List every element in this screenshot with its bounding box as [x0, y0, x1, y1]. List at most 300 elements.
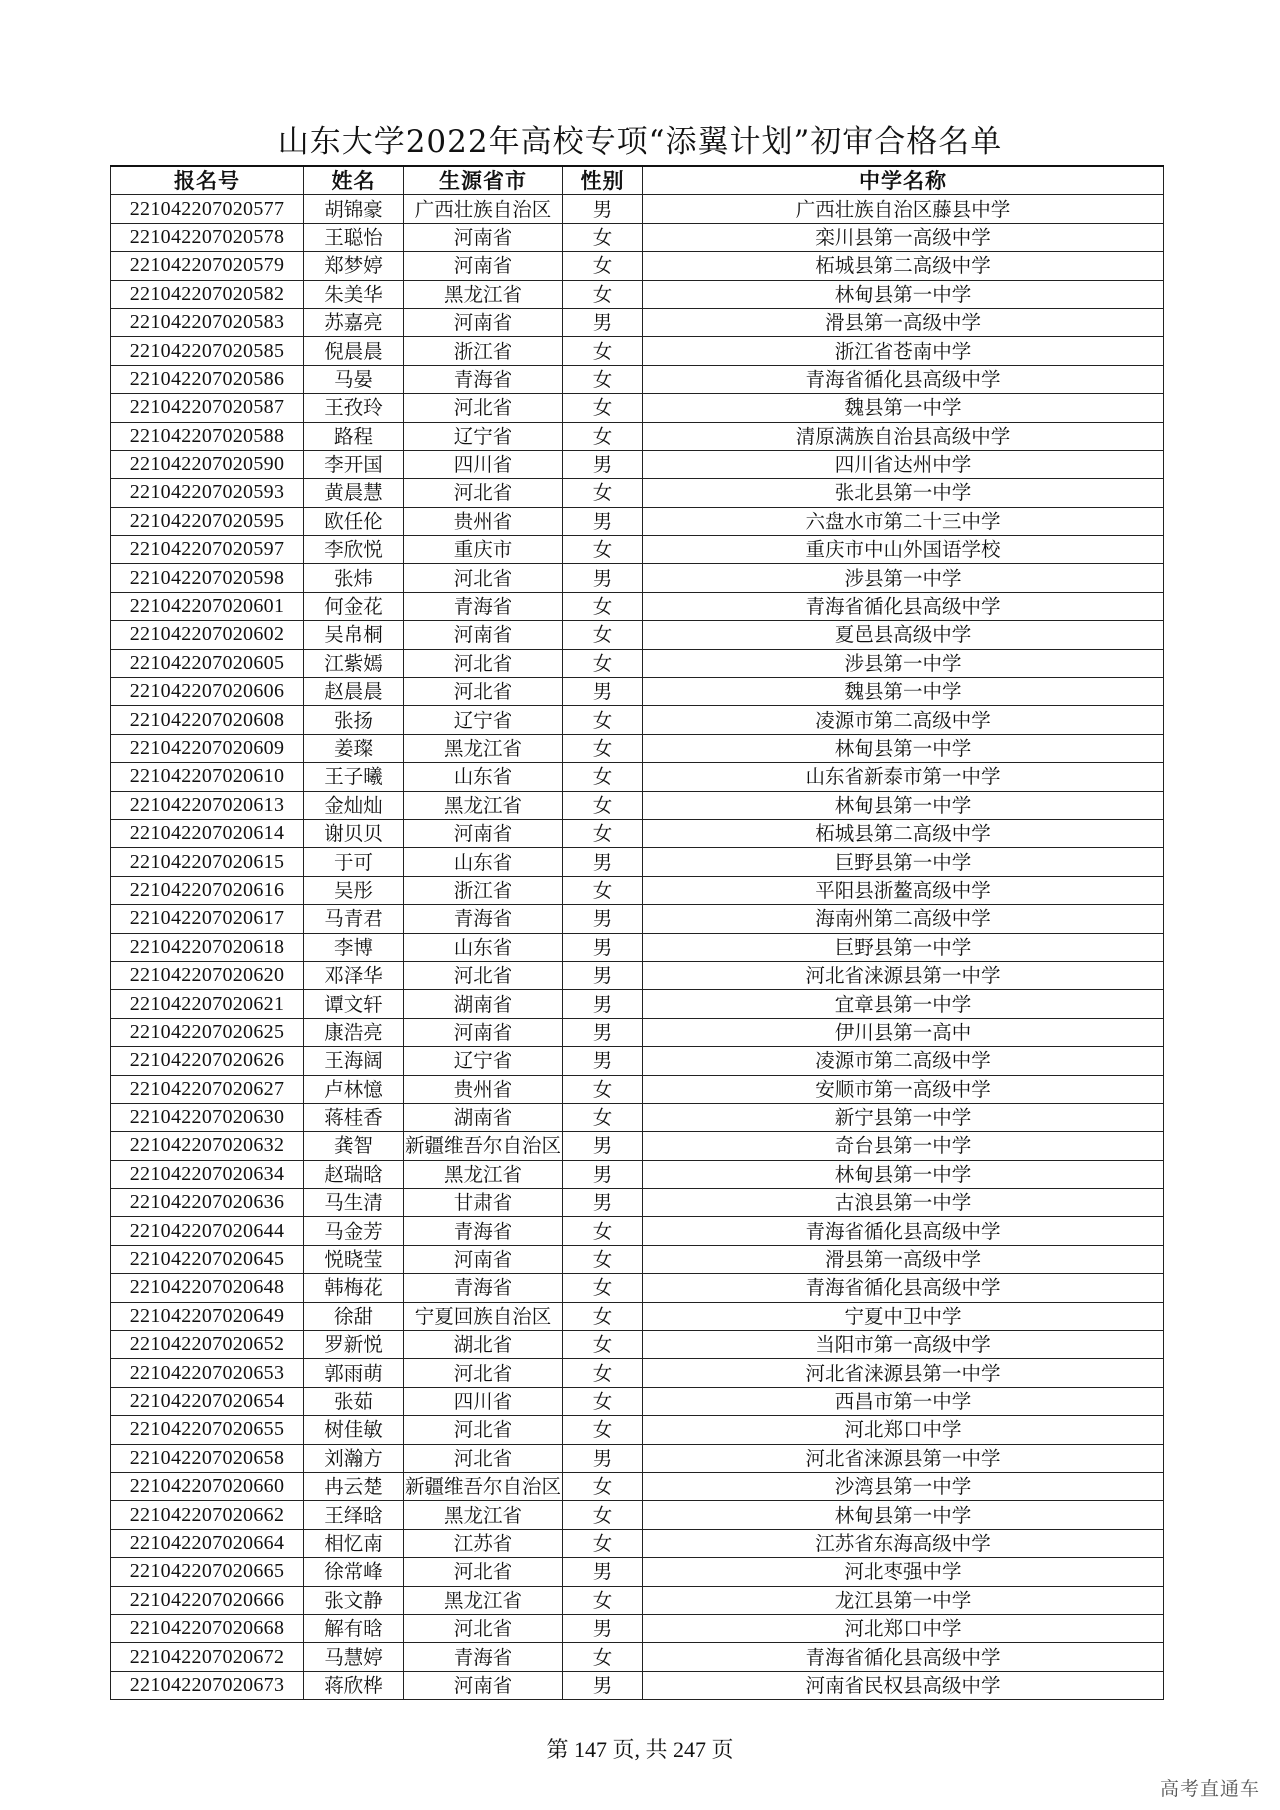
- cell-name: 马生清: [304, 1189, 404, 1217]
- cell-name: 郭雨萌: [304, 1359, 404, 1387]
- cell-gender: 女: [563, 479, 643, 507]
- cell-registration-number: 221042207020597: [111, 536, 304, 564]
- cell-name: 苏嘉亮: [304, 308, 404, 336]
- cell-province: 甘肃省: [404, 1189, 563, 1217]
- cell-high-school: 河南省民权县高级中学: [643, 1671, 1164, 1699]
- cell-registration-number: 221042207020664: [111, 1529, 304, 1557]
- cell-high-school: 涉县第一中学: [643, 649, 1164, 677]
- table-row: [111, 223, 1164, 251]
- cell-registration-number: 221042207020654: [111, 1387, 304, 1415]
- cell-name: 罗新悦: [304, 1331, 404, 1359]
- cell-registration-number: 221042207020579: [111, 252, 304, 280]
- cell-province: 湖北省: [404, 1331, 563, 1359]
- cell-province: 河北省: [404, 1416, 563, 1444]
- table-header-row: [111, 166, 1164, 195]
- cell-name: 欧任伦: [304, 507, 404, 535]
- cell-province: 河北省: [404, 479, 563, 507]
- cell-name: 朱美华: [304, 280, 404, 308]
- table-row: [111, 507, 1164, 535]
- cell-high-school: 涉县第一中学: [643, 564, 1164, 592]
- cell-high-school: 宁夏中卫中学: [643, 1302, 1164, 1330]
- cell-name: 路程: [304, 422, 404, 450]
- header-name: 姓名: [304, 166, 404, 195]
- cell-gender: 男: [563, 1189, 643, 1217]
- header-registration-number: 报名号: [111, 166, 304, 195]
- cell-registration-number: 221042207020577: [111, 195, 304, 223]
- cell-registration-number: 221042207020578: [111, 223, 304, 251]
- cell-gender: 女: [563, 280, 643, 308]
- cell-registration-number: 221042207020605: [111, 649, 304, 677]
- table-row: [111, 876, 1164, 904]
- cell-high-school: 平阳县浙鳌高级中学: [643, 876, 1164, 904]
- table-row: [111, 1103, 1164, 1131]
- table-row: [111, 905, 1164, 933]
- cell-registration-number: 221042207020590: [111, 450, 304, 478]
- cell-province: 贵州省: [404, 1075, 563, 1103]
- cell-high-school: 浙江省苍南中学: [643, 337, 1164, 365]
- cell-name: 李开国: [304, 450, 404, 478]
- cell-high-school: 海南州第二高级中学: [643, 905, 1164, 933]
- cell-high-school: 夏邑县高级中学: [643, 621, 1164, 649]
- cell-name: 王海阔: [304, 1047, 404, 1075]
- cell-name: 马慧婷: [304, 1643, 404, 1671]
- cell-high-school: 魏县第一中学: [643, 678, 1164, 706]
- table-row: [111, 1302, 1164, 1330]
- cell-registration-number: 221042207020602: [111, 621, 304, 649]
- cell-registration-number: 221042207020595: [111, 507, 304, 535]
- cell-province: 辽宁省: [404, 422, 563, 450]
- table-row: [111, 1671, 1164, 1699]
- cell-high-school: 滑县第一高级中学: [643, 308, 1164, 336]
- cell-gender: 男: [563, 507, 643, 535]
- cell-high-school: 河北枣强中学: [643, 1558, 1164, 1586]
- cell-name: 江紫嫣: [304, 649, 404, 677]
- table-row: [111, 819, 1164, 847]
- cell-registration-number: 221042207020608: [111, 706, 304, 734]
- cell-name: 倪晨晨: [304, 337, 404, 365]
- cell-name: 蒋桂香: [304, 1103, 404, 1131]
- table-row: [111, 564, 1164, 592]
- cell-high-school: 林甸县第一中学: [643, 1501, 1164, 1529]
- cell-province: 山东省: [404, 848, 563, 876]
- cell-province: 青海省: [404, 592, 563, 620]
- cell-high-school: 青海省循化县高级中学: [643, 365, 1164, 393]
- cell-gender: 女: [563, 819, 643, 847]
- cell-province: 四川省: [404, 450, 563, 478]
- cell-registration-number: 221042207020588: [111, 422, 304, 450]
- cell-name: 吴彤: [304, 876, 404, 904]
- table-row: [111, 1416, 1164, 1444]
- cell-name: 邓泽华: [304, 961, 404, 989]
- cell-gender: 女: [563, 337, 643, 365]
- cell-name: 郑梦婷: [304, 252, 404, 280]
- cell-registration-number: 221042207020606: [111, 678, 304, 706]
- cell-province: 江苏省: [404, 1529, 563, 1557]
- table-row: [111, 422, 1164, 450]
- cell-province: 黑龙江省: [404, 1586, 563, 1614]
- cell-high-school: 古浪县第一中学: [643, 1189, 1164, 1217]
- cell-registration-number: 221042207020614: [111, 819, 304, 847]
- cell-gender: 女: [563, 1586, 643, 1614]
- cell-name: 马青君: [304, 905, 404, 933]
- cell-high-school: 魏县第一中学: [643, 394, 1164, 422]
- header-high-school: 中学名称: [643, 166, 1164, 195]
- cell-gender: 男: [563, 1018, 643, 1046]
- table-row: [111, 280, 1164, 308]
- cell-high-school: 柘城县第二高级中学: [643, 819, 1164, 847]
- cell-province: 新疆维吾尔自治区: [404, 1472, 563, 1500]
- table-row: [111, 1132, 1164, 1160]
- cell-high-school: 宜章县第一中学: [643, 990, 1164, 1018]
- cell-high-school: 四川省达州中学: [643, 450, 1164, 478]
- cell-gender: 男: [563, 1671, 643, 1699]
- cell-registration-number: 221042207020609: [111, 734, 304, 762]
- table-row: [111, 961, 1164, 989]
- cell-gender: 女: [563, 876, 643, 904]
- cell-high-school: 巨野县第一中学: [643, 933, 1164, 961]
- cell-gender: 女: [563, 1331, 643, 1359]
- cell-province: 河南省: [404, 1245, 563, 1273]
- cell-gender: 女: [563, 791, 643, 819]
- cell-registration-number: 221042207020618: [111, 933, 304, 961]
- table-row: [111, 1586, 1164, 1614]
- cell-name: 姜璨: [304, 734, 404, 762]
- cell-province: 黑龙江省: [404, 280, 563, 308]
- cell-high-school: 青海省循化县高级中学: [643, 1274, 1164, 1302]
- table-row: [111, 1075, 1164, 1103]
- table-row: [111, 791, 1164, 819]
- cell-registration-number: 221042207020610: [111, 763, 304, 791]
- cell-gender: 男: [563, 933, 643, 961]
- cell-province: 河北省: [404, 394, 563, 422]
- cell-registration-number: 221042207020630: [111, 1103, 304, 1131]
- cell-gender: 女: [563, 1075, 643, 1103]
- cell-province: 河南省: [404, 223, 563, 251]
- cell-high-school: 沙湾县第一中学: [643, 1472, 1164, 1500]
- cell-name: 相忆南: [304, 1529, 404, 1557]
- cell-gender: 男: [563, 450, 643, 478]
- cell-province: 山东省: [404, 763, 563, 791]
- table-row: [111, 536, 1164, 564]
- cell-name: 王聪怡: [304, 223, 404, 251]
- cell-province: 青海省: [404, 1217, 563, 1245]
- cell-registration-number: 221042207020601: [111, 592, 304, 620]
- cell-high-school: 广西壮族自治区藤县中学: [643, 195, 1164, 223]
- cell-high-school: 当阳市第一高级中学: [643, 1331, 1164, 1359]
- cell-registration-number: 221042207020668: [111, 1614, 304, 1642]
- cell-registration-number: 221042207020658: [111, 1444, 304, 1472]
- cell-name: 徐常峰: [304, 1558, 404, 1586]
- cell-high-school: 伊川县第一高中: [643, 1018, 1164, 1046]
- table-row: [111, 649, 1164, 677]
- cell-high-school: 奇台县第一中学: [643, 1132, 1164, 1160]
- cell-province: 青海省: [404, 1274, 563, 1302]
- cell-registration-number: 221042207020634: [111, 1160, 304, 1188]
- cell-registration-number: 221042207020621: [111, 990, 304, 1018]
- table-row: [111, 1331, 1164, 1359]
- cell-high-school: 龙江县第一中学: [643, 1586, 1164, 1614]
- cell-gender: 女: [563, 365, 643, 393]
- cell-gender: 女: [563, 536, 643, 564]
- cell-name: 龚智: [304, 1132, 404, 1160]
- cell-registration-number: 221042207020673: [111, 1671, 304, 1699]
- cell-gender: 女: [563, 592, 643, 620]
- cell-gender: 女: [563, 223, 643, 251]
- cell-province: 河南省: [404, 621, 563, 649]
- cell-province: 河南省: [404, 1671, 563, 1699]
- cell-name: 蒋欣桦: [304, 1671, 404, 1699]
- cell-province: 河北省: [404, 1614, 563, 1642]
- cell-gender: 女: [563, 422, 643, 450]
- cell-registration-number: 221042207020617: [111, 905, 304, 933]
- cell-registration-number: 221042207020627: [111, 1075, 304, 1103]
- cell-name: 谭文轩: [304, 990, 404, 1018]
- cell-province: 青海省: [404, 365, 563, 393]
- cell-province: 河北省: [404, 1558, 563, 1586]
- cell-registration-number: 221042207020586: [111, 365, 304, 393]
- table-row: [111, 308, 1164, 336]
- table-row: [111, 195, 1164, 223]
- cell-registration-number: 221042207020652: [111, 1331, 304, 1359]
- cell-high-school: 张北县第一中学: [643, 479, 1164, 507]
- cell-name: 谢贝贝: [304, 819, 404, 847]
- table-row: [111, 1274, 1164, 1302]
- cell-registration-number: 221042207020666: [111, 1586, 304, 1614]
- cell-province: 黑龙江省: [404, 1160, 563, 1188]
- cell-province: 广西壮族自治区: [404, 195, 563, 223]
- cell-high-school: 江苏省东海高级中学: [643, 1529, 1164, 1557]
- cell-province: 重庆市: [404, 536, 563, 564]
- cell-registration-number: 221042207020620: [111, 961, 304, 989]
- cell-registration-number: 221042207020636: [111, 1189, 304, 1217]
- cell-name: 康浩亮: [304, 1018, 404, 1046]
- cell-high-school: 青海省循化县高级中学: [643, 1217, 1164, 1245]
- cell-gender: 女: [563, 1416, 643, 1444]
- cell-name: 刘瀚方: [304, 1444, 404, 1472]
- table-row: [111, 450, 1164, 478]
- cell-province: 宁夏回族自治区: [404, 1302, 563, 1330]
- cell-province: 河北省: [404, 1359, 563, 1387]
- cell-registration-number: 221042207020626: [111, 1047, 304, 1075]
- cell-registration-number: 221042207020625: [111, 1018, 304, 1046]
- cell-registration-number: 221042207020660: [111, 1472, 304, 1500]
- table-row: [111, 1444, 1164, 1472]
- cell-name: 王绎晗: [304, 1501, 404, 1529]
- cell-province: 新疆维吾尔自治区: [404, 1132, 563, 1160]
- cell-registration-number: 221042207020644: [111, 1217, 304, 1245]
- cell-province: 河南省: [404, 1018, 563, 1046]
- cell-high-school: 林甸县第一中学: [643, 280, 1164, 308]
- table-row: [111, 1501, 1164, 1529]
- cell-gender: 女: [563, 1302, 643, 1330]
- cell-high-school: 青海省循化县高级中学: [643, 1643, 1164, 1671]
- cell-high-school: 六盘水市第二十三中学: [643, 507, 1164, 535]
- table-row: [111, 394, 1164, 422]
- table-row: [111, 1217, 1164, 1245]
- cell-high-school: 河北郑口中学: [643, 1614, 1164, 1642]
- cell-high-school: 滑县第一高级中学: [643, 1245, 1164, 1273]
- cell-gender: 男: [563, 1558, 643, 1586]
- cell-high-school: 栾川县第一高级中学: [643, 223, 1164, 251]
- page-footer: 第 147 页, 共 247 页: [546, 1737, 734, 1762]
- cell-name: 韩梅花: [304, 1274, 404, 1302]
- cell-gender: 女: [563, 1359, 643, 1387]
- cell-high-school: 重庆市中山外国语学校: [643, 536, 1164, 564]
- cell-high-school: 凌源市第二高级中学: [643, 1047, 1164, 1075]
- cell-registration-number: 221042207020632: [111, 1132, 304, 1160]
- cell-high-school: 西昌市第一中学: [643, 1387, 1164, 1415]
- cell-name: 马金芳: [304, 1217, 404, 1245]
- cell-high-school: 新宁县第一中学: [643, 1103, 1164, 1131]
- cell-name: 黄晨慧: [304, 479, 404, 507]
- cell-name: 卢林憶: [304, 1075, 404, 1103]
- table-row: [111, 592, 1164, 620]
- cell-gender: 男: [563, 678, 643, 706]
- cell-high-school: 凌源市第二高级中学: [643, 706, 1164, 734]
- cell-gender: 女: [563, 1472, 643, 1500]
- cell-gender: 女: [563, 1245, 643, 1273]
- cell-registration-number: 221042207020648: [111, 1274, 304, 1302]
- document-title: 山东大学2022年高校专项“添翼计划”初审合格名单: [277, 124, 1003, 160]
- table-row: [111, 621, 1164, 649]
- cell-province: 青海省: [404, 1643, 563, 1671]
- cell-registration-number: 221042207020587: [111, 394, 304, 422]
- cell-high-school: 河北省涞源县第一中学: [643, 961, 1164, 989]
- cell-high-school: 河北省涞源县第一中学: [643, 1444, 1164, 1472]
- cell-gender: 女: [563, 649, 643, 677]
- admission-roster-table: [110, 165, 1164, 1700]
- cell-name: 赵晨晨: [304, 678, 404, 706]
- cell-name: 张炜: [304, 564, 404, 592]
- cell-province: 辽宁省: [404, 1047, 563, 1075]
- cell-gender: 男: [563, 990, 643, 1018]
- cell-gender: 女: [563, 706, 643, 734]
- cell-province: 河北省: [404, 564, 563, 592]
- cell-name: 赵瑞晗: [304, 1160, 404, 1188]
- cell-gender: 男: [563, 1160, 643, 1188]
- cell-name: 张茹: [304, 1387, 404, 1415]
- cell-gender: 女: [563, 1501, 643, 1529]
- cell-high-school: 青海省循化县高级中学: [643, 592, 1164, 620]
- cell-gender: 女: [563, 1217, 643, 1245]
- cell-gender: 男: [563, 1047, 643, 1075]
- cell-registration-number: 221042207020583: [111, 308, 304, 336]
- cell-name: 王孜玲: [304, 394, 404, 422]
- cell-high-school: 清原满族自治县高级中学: [643, 422, 1164, 450]
- cell-name: 张文静: [304, 1586, 404, 1614]
- cell-province: 湖南省: [404, 990, 563, 1018]
- cell-gender: 男: [563, 1444, 643, 1472]
- cell-province: 贵州省: [404, 507, 563, 535]
- table-row: [111, 763, 1164, 791]
- table-row: [111, 365, 1164, 393]
- cell-gender: 女: [563, 1643, 643, 1671]
- cell-province: 浙江省: [404, 337, 563, 365]
- cell-registration-number: 221042207020582: [111, 280, 304, 308]
- cell-gender: 男: [563, 1132, 643, 1160]
- cell-name: 解有晗: [304, 1614, 404, 1642]
- cell-high-school: 柘城县第二高级中学: [643, 252, 1164, 280]
- cell-gender: 男: [563, 961, 643, 989]
- cell-name: 李欣悦: [304, 536, 404, 564]
- watermark-text: 高考直通车: [1159, 1778, 1260, 1800]
- cell-high-school: 安顺市第一高级中学: [643, 1075, 1164, 1103]
- table-row: [111, 734, 1164, 762]
- cell-registration-number: 221042207020616: [111, 876, 304, 904]
- table-row: [111, 1614, 1164, 1642]
- table-row: [111, 1359, 1164, 1387]
- cell-name: 马晏: [304, 365, 404, 393]
- cell-gender: 男: [563, 195, 643, 223]
- cell-name: 吴帛桐: [304, 621, 404, 649]
- cell-gender: 女: [563, 394, 643, 422]
- table-row: [111, 337, 1164, 365]
- cell-gender: 男: [563, 905, 643, 933]
- cell-registration-number: 221042207020593: [111, 479, 304, 507]
- cell-name: 悦晓莹: [304, 1245, 404, 1273]
- cell-registration-number: 221042207020649: [111, 1302, 304, 1330]
- table-row: [111, 1018, 1164, 1046]
- cell-gender: 女: [563, 1274, 643, 1302]
- cell-gender: 男: [563, 308, 643, 336]
- cell-registration-number: 221042207020655: [111, 1416, 304, 1444]
- cell-province: 河北省: [404, 1444, 563, 1472]
- table-row: [111, 252, 1164, 280]
- cell-registration-number: 221042207020665: [111, 1558, 304, 1586]
- table-body: [111, 195, 1164, 1700]
- cell-province: 黑龙江省: [404, 791, 563, 819]
- cell-province: 黑龙江省: [404, 1501, 563, 1529]
- table-row: [111, 990, 1164, 1018]
- cell-high-school: 河北省涞源县第一中学: [643, 1359, 1164, 1387]
- cell-name: 张扬: [304, 706, 404, 734]
- cell-name: 李博: [304, 933, 404, 961]
- cell-high-school: 林甸县第一中学: [643, 791, 1164, 819]
- cell-gender: 女: [563, 621, 643, 649]
- cell-province: 河北省: [404, 961, 563, 989]
- table-row: [111, 1160, 1164, 1188]
- cell-province: 青海省: [404, 905, 563, 933]
- cell-name: 徐甜: [304, 1302, 404, 1330]
- table-row: [111, 1558, 1164, 1586]
- table-row: [111, 1189, 1164, 1217]
- table-row: [111, 1472, 1164, 1500]
- table-row: [111, 933, 1164, 961]
- cell-gender: 男: [563, 1614, 643, 1642]
- table-row: [111, 706, 1164, 734]
- cell-high-school: 林甸县第一中学: [643, 1160, 1164, 1188]
- table-row: [111, 1245, 1164, 1273]
- cell-registration-number: 221042207020615: [111, 848, 304, 876]
- cell-registration-number: 221042207020653: [111, 1359, 304, 1387]
- cell-gender: 男: [563, 564, 643, 592]
- cell-gender: 女: [563, 763, 643, 791]
- header-gender: 性别: [563, 166, 643, 195]
- table-row: [111, 848, 1164, 876]
- cell-registration-number: 221042207020662: [111, 1501, 304, 1529]
- cell-registration-number: 221042207020598: [111, 564, 304, 592]
- cell-registration-number: 221042207020585: [111, 337, 304, 365]
- cell-province: 河北省: [404, 678, 563, 706]
- table-row: [111, 1047, 1164, 1075]
- cell-gender: 男: [563, 848, 643, 876]
- cell-high-school: 河北郑口中学: [643, 1416, 1164, 1444]
- cell-registration-number: 221042207020613: [111, 791, 304, 819]
- cell-registration-number: 221042207020645: [111, 1245, 304, 1273]
- cell-province: 河南省: [404, 308, 563, 336]
- cell-name: 树佳敏: [304, 1416, 404, 1444]
- cell-name: 王子曦: [304, 763, 404, 791]
